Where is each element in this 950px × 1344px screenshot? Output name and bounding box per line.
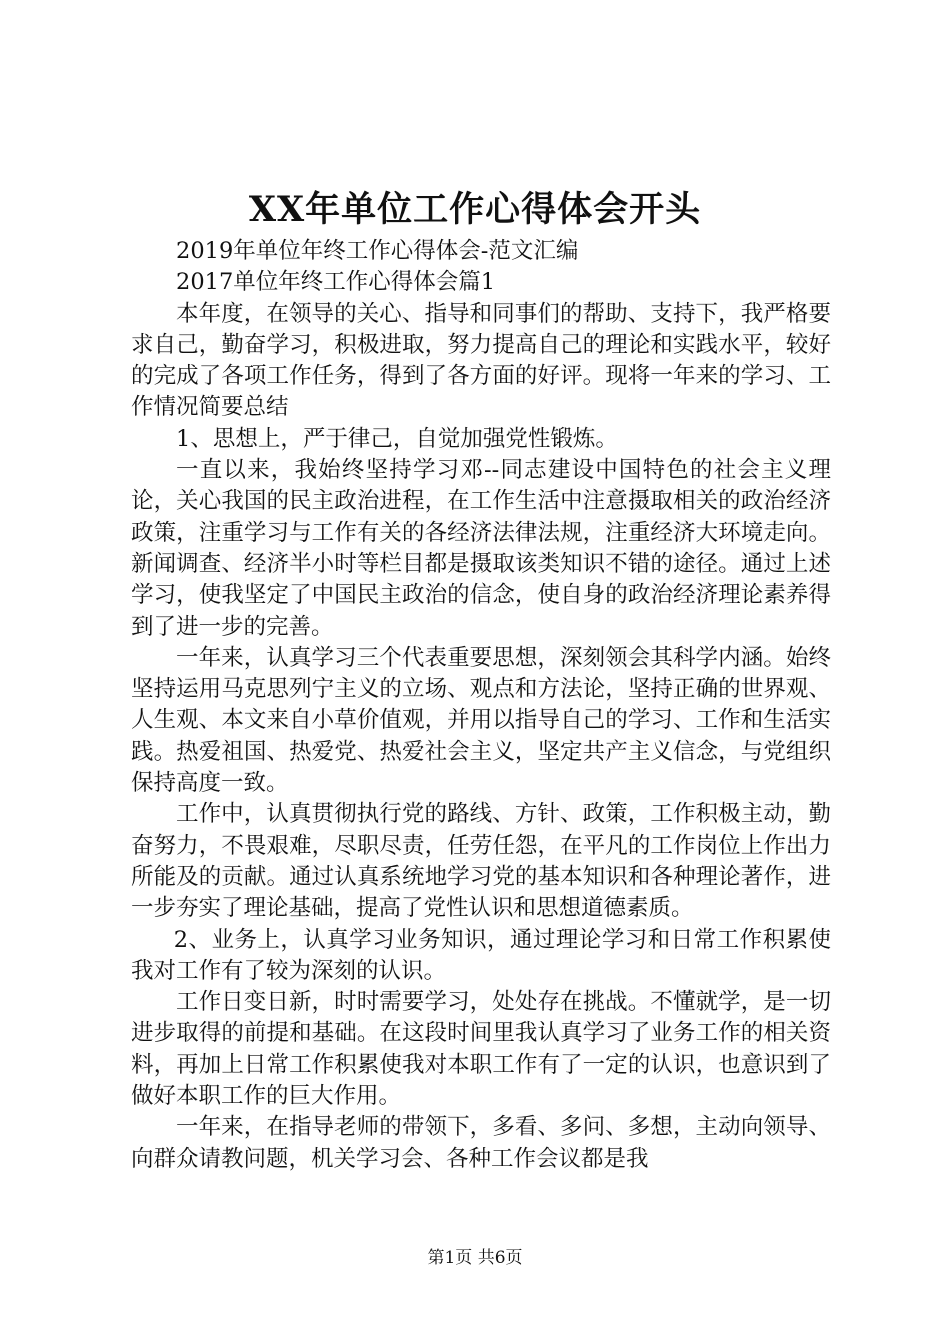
document-body — [131, 236, 831, 1175]
document-title: XX年单位工作心得体会开头 — [248, 189, 702, 230]
paragraph: 2、业务上，认真学习业务知识，通过理论学习和日常工作积累使我对工作有了较为深刻的认识。 — [131, 926, 831, 984]
paragraph: 工作日变日新，时时需要学习，处处存在挑战。不懂就学，是一切进步取得的前提和基础。在这段时间里我认真学习了业务工作的相关资料，再加上日常工作积累使我对本职工作有了一定的认识，也意识到了做好本职工作的巨大作用。 — [131, 989, 831, 1110]
paragraph: 1、思想上，严于律己，自觉加强党性锻炼。 — [176, 425, 618, 452]
paragraph: 本年度，在领导的关心、指导和同事们的帮助、支持下，我严格要求自己，勤奋学习，积极进取，努力提高自己的理论和实践水平，较好的完成了各项工作任务，得到了各方面的好评。现将一年来的学习、工作情况简要总结 — [131, 300, 831, 421]
paragraph: 2019年单位年终工作心得体会-范文汇编 — [176, 238, 579, 264]
paragraph: 一年来，认真学习三个代表重要思想，深刻领会其科学内涵。始终坚持运用马克思列宁主义的立场、观点和方法论，坚持正确的世界观、人生观、本文来自小草价值观，并用以指导自己的学习、工作和生活实践。热爱祖国、热爱党、热爱社会主义，坚定共产主义信念，与党组织保持高度一致。 — [131, 644, 831, 797]
paragraph: 工作中，认真贯彻执行党的路线、方针、政策，工作积极主动，勤奋努力，不畏艰难，尽职尽责，任劳任怨，在平凡的工作岗位上作出力所能及的贡献。通过认真系统地学习党的基本知识和各种理论著作，进一步夯实了理论基础，提高了党性认识和思想道德素质。 — [131, 801, 831, 922]
paragraph: 一直以来，我始终坚持学习邓--同志建设中国特色的社会主义理论，关心我国的民主政治进程，在工作生活中注意摄取相关的政治经济政策，注重学习与工作有关的各经济法律法规，注重经济大环境走向。新闻调查、经济半小时等栏目都是摄取该类知识不错的途径。通过上述学习，使我坚定了中国民主政治的信念，使自身的政治经济理论素养得到了进一步的完善。 — [131, 457, 831, 640]
paragraph: 2017单位年终工作心得体会篇1 — [176, 269, 496, 296]
page-footer: 第1页 共6页 — [427, 1248, 523, 1268]
paragraph: 一年来，在指导老师的带领下，多看、多问、多想，主动向领导、向群众请教问题，机关学习会、各种工作会议都是我 — [131, 1114, 831, 1172]
